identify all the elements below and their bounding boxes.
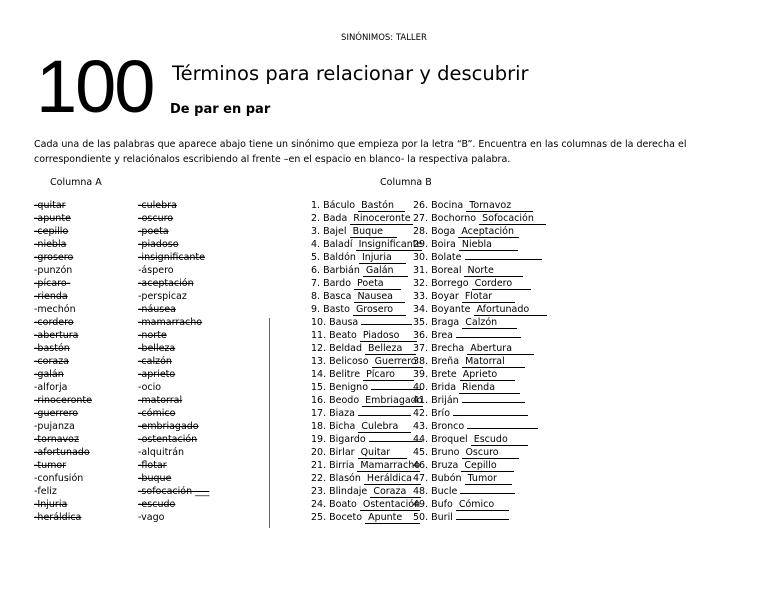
column-b-term: 35. Braga: [413, 317, 463, 328]
column-b-answer-blank[interactable]: Matorral: [462, 356, 525, 368]
column-a-word: -tornavoz: [34, 434, 79, 445]
column-b-item: [311, 291, 405, 303]
column-a-word: -guerrero: [34, 408, 79, 419]
column-b-term: 9. Basto: [311, 304, 353, 315]
column-b-answer-blank[interactable]: Nausea: [354, 291, 405, 303]
column-a-word: -ocio: [138, 382, 162, 393]
column-b-answer-blank[interactable]: Culebra: [358, 421, 411, 433]
column-b-item: [311, 486, 421, 498]
column-b-item: [413, 421, 538, 433]
column-b-term: 19. Bigardo: [311, 434, 369, 445]
column-b-item: [311, 382, 422, 394]
column-b-answer-blank[interactable]: [361, 324, 412, 325]
column-a-word: -mechón: [34, 304, 76, 315]
column-b-term: 5. Baldón: [311, 252, 359, 263]
column-b-item: [311, 304, 406, 316]
column-b-term: 41. Briján: [413, 395, 462, 406]
column-b-term: 1. Báculo: [311, 200, 359, 211]
column-b-item: [413, 265, 523, 277]
column-b-answer-blank[interactable]: Cordero: [472, 278, 531, 290]
column-b-term: 25. Boceto: [311, 512, 366, 523]
column-b-item: [413, 460, 514, 472]
column-b-item: [413, 317, 517, 329]
column-b-item: [413, 291, 515, 303]
column-b-term: 26. Bocina: [413, 200, 467, 211]
column-b-term: 42. Brío: [413, 408, 454, 419]
column-b-term: 15. Benigno: [311, 382, 372, 393]
column-b-term: 20. Birlar: [311, 447, 358, 458]
column-a-word: -piadoso: [138, 239, 179, 250]
column-a-word: -heráldica: [34, 512, 82, 523]
column-b-answer-blank[interactable]: Piadoso: [360, 330, 417, 342]
column-b-term: 34. Boyante: [413, 304, 474, 315]
column-b-item: [413, 213, 546, 225]
column-b-answer-blank[interactable]: [453, 415, 528, 416]
column-b-answer-blank[interactable]: Rinoceronte: [350, 213, 413, 225]
column-b-answer-blank[interactable]: [465, 259, 542, 260]
column-b-answer-blank[interactable]: Injuria: [359, 252, 406, 264]
column-a-word: -grosero: [34, 252, 74, 263]
column-a-word: -flotar: [138, 460, 167, 471]
column-b-item: [413, 239, 518, 251]
column-b-item: [311, 447, 407, 459]
column-b-item: [413, 252, 542, 264]
column-b-item: [311, 395, 423, 407]
column-a-word: -sofocación ___: [138, 486, 210, 497]
column-b-answer-blank[interactable]: Calzón: [462, 317, 517, 329]
column-a-word: -galán: [34, 369, 64, 380]
column-b-answer-blank[interactable]: [456, 337, 521, 338]
column-a-word: -rinoceronte: [34, 395, 92, 406]
column-b-answer-blank[interactable]: [467, 428, 538, 429]
column-b-term: 24. Boato: [311, 499, 360, 510]
column-b-term: 23. Blindaje: [311, 486, 371, 497]
column-a-word: -calzón: [138, 356, 172, 367]
column-b-answer-blank[interactable]: Abertura: [467, 343, 534, 355]
column-b-term: 2. Bada: [311, 213, 351, 224]
column-b-term: 45. Bruno: [413, 447, 463, 458]
column-b-answer-blank[interactable]: [462, 402, 525, 403]
column-a-word: -oscuro: [138, 213, 174, 224]
column-b-answer-blank[interactable]: Cómico: [456, 499, 509, 511]
column-b-answer-blank[interactable]: Rienda: [459, 382, 520, 394]
column-b-term: 37. Brecha: [413, 343, 468, 354]
column-b-term: 28. Boga: [413, 226, 459, 237]
column-b-answer-blank[interactable]: Poeta: [354, 278, 401, 290]
big-number-title: 100: [36, 45, 154, 128]
column-b-term: 13. Belicoso: [311, 356, 372, 367]
column-b-answer-blank[interactable]: Bastón: [358, 200, 405, 212]
column-b-answer-blank[interactable]: Grosero: [353, 304, 406, 316]
column-b-term: 39. Brete: [413, 369, 460, 380]
column-b-item: [413, 512, 509, 524]
column-b-answer-blank[interactable]: Buque: [350, 226, 397, 238]
column-b-item: [413, 434, 528, 446]
column-b-term: 46. Bruza: [413, 460, 462, 471]
column-b-item: [413, 356, 525, 368]
column-a-word: -perspicaz: [138, 291, 187, 302]
column-b-item: [311, 499, 420, 511]
column-b-item: [413, 447, 519, 459]
column-a-word: -abertura: [34, 330, 79, 341]
column-b-answer-blank[interactable]: [460, 493, 515, 494]
column-b-item: [311, 473, 421, 485]
column-b-answer-blank[interactable]: Belleza: [365, 343, 416, 355]
column-b-item: [311, 434, 422, 446]
column-a-header: Columna A: [50, 177, 102, 188]
column-b-item: [413, 278, 531, 290]
column-a-word: -aprieto: [138, 369, 176, 380]
column-b-item: [311, 369, 414, 381]
column-b-answer-blank[interactable]: Niebla: [459, 239, 518, 251]
column-b-term: 47. Bubón: [413, 473, 465, 484]
column-b-item: [413, 499, 509, 511]
column-b-term: 27. Bochorno: [413, 213, 480, 224]
column-b-term: 16. Beodo: [311, 395, 363, 406]
column-b-answer-blank[interactable]: Apunte: [365, 512, 420, 524]
column-a-word: -buque: [138, 473, 172, 484]
column-b-item: [413, 382, 520, 394]
column-a-word: -bastón: [34, 343, 70, 354]
column-b-term: 22. Blasón: [311, 473, 364, 484]
column-b-item: [311, 330, 417, 342]
column-b-term: 49. Bufo: [413, 499, 456, 510]
column-b-item: [311, 512, 420, 524]
column-b-term: 12. Beldad: [311, 343, 366, 354]
column-b-term: 7. Bardo: [311, 278, 355, 289]
column-b-term: 14. Belitre: [311, 369, 364, 380]
column-b-term: 6. Barbián: [311, 265, 363, 276]
column-b-term: 29. Boira: [413, 239, 459, 250]
column-b-item: [311, 213, 413, 225]
column-a-word: -áspero: [138, 265, 174, 276]
column-b-item: [311, 343, 416, 355]
column-a-word: -alforja: [34, 382, 68, 393]
column-b-term: 36. Brea: [413, 330, 457, 341]
column-a-word: -ostentación: [138, 434, 198, 445]
main-title: Términos para relacionar y descubrir: [172, 62, 529, 85]
column-b-answer-blank[interactable]: Embriagado: [362, 395, 422, 407]
column-b-item: [413, 473, 512, 485]
column-a-word: -cordero: [34, 317, 74, 328]
column-b-answer-blank[interactable]: Ostentación: [360, 499, 420, 511]
column-b-answer-blank[interactable]: Guerrero: [372, 356, 423, 368]
column-b-answer-blank[interactable]: Norte: [464, 265, 523, 277]
column-b-answer-blank[interactable]: Pícaro: [363, 369, 414, 381]
column-a-word: -apunte: [34, 213, 71, 224]
column-a-word: -pujanza: [34, 421, 75, 432]
column-b-item: [413, 369, 515, 381]
column-a-word: -náusea: [138, 304, 176, 315]
column-b-item: [413, 200, 533, 212]
column-a-word: -norte: [138, 330, 167, 341]
column-b-term: 3. Bajel: [311, 226, 350, 237]
column-a-word: -mamarracho: [138, 317, 203, 328]
column-b-term: 48. Bucle: [413, 486, 461, 497]
column-b-term: 17. Biaza: [311, 408, 358, 419]
column-b-answer-blank[interactable]: Escudo: [471, 434, 528, 446]
column-b-item: [311, 226, 397, 238]
column-a-word: -punzón: [34, 265, 73, 276]
column-b-item: [413, 304, 547, 316]
column-b-item: [413, 226, 519, 238]
column-b-term: 33. Boyar: [413, 291, 462, 302]
column-b-item: [311, 408, 411, 420]
column-b-answer-blank[interactable]: Flotar: [462, 291, 515, 303]
column-b-answer-blank[interactable]: Tumor: [465, 473, 512, 485]
column-a-word: -quitar: [34, 200, 66, 211]
column-b-item: [413, 330, 521, 342]
column-a-word: -embriagado: [138, 421, 199, 432]
column-a-word: -afortunado: [34, 447, 90, 458]
column-b-term: 44. Broquel: [413, 434, 471, 445]
column-b-item: [311, 317, 412, 329]
column-a-word: -confusión: [34, 473, 84, 484]
column-b-answer-blank[interactable]: Heráldica: [364, 473, 421, 485]
column-b-answer-blank[interactable]: Coraza: [370, 486, 421, 498]
column-a-word: -tumor: [34, 460, 67, 471]
column-a-word: -Injuria: [34, 499, 68, 510]
column-b-term: 38. Breña: [413, 356, 463, 367]
column-a-word: -matorral: [138, 395, 183, 406]
column-b-item: [413, 408, 528, 420]
column-b-answer-blank[interactable]: Aceptación: [458, 226, 519, 238]
column-b-answer-blank[interactable]: Insignificante: [356, 239, 423, 251]
column-b-item: [311, 278, 401, 290]
column-a-word: -rienda: [34, 291, 68, 302]
column-b-answer-blank[interactable]: Sofocación: [479, 213, 546, 225]
column-b-answer-blank[interactable]: Aprieto: [460, 369, 515, 381]
sub-title: De par en par: [170, 102, 271, 117]
column-b-term: 8. Basca: [311, 291, 355, 302]
column-a-word: -feliz: [34, 486, 57, 497]
column-a-word: -culebra: [138, 200, 177, 211]
column-a-word: -vago: [138, 512, 165, 523]
column-a-word: -escudo: [138, 499, 176, 510]
column-a-word: -cepillo: [34, 226, 69, 237]
column-b-answer-blank[interactable]: Quitar: [358, 447, 407, 459]
column-b-item: [311, 421, 411, 433]
column-b-item: [311, 265, 408, 277]
column-b-item: [413, 343, 534, 355]
column-a-word: -belleza: [138, 343, 176, 354]
column-b-term: 18. Bicha: [311, 421, 359, 432]
column-a-word: -pícaro-: [34, 278, 71, 289]
column-b-item: [413, 395, 525, 407]
column-b-item: [413, 486, 515, 498]
divider-line: [269, 318, 270, 528]
column-b-term: 32. Borrego: [413, 278, 472, 289]
column-b-term: 4. Baladí: [311, 239, 356, 250]
column-b-item: [311, 356, 423, 368]
column-b-term: 40. Brida: [413, 382, 460, 393]
column-b-item: [311, 252, 406, 264]
column-b-term: 50. Buril: [413, 512, 456, 523]
column-b-header: Columna B: [380, 177, 432, 188]
instructions-paragraph: Cada una de las palabras que aparece abajo tiene un sinónimo que empieza por la letra “B”. Encuentra en las columnas de la derecha el correspondiente y relaciónalos escribiendo al frente –en el espacio en blanco- la respectiva palabra.: [34, 139, 687, 165]
column-b-answer-blank[interactable]: Cepillo: [461, 460, 514, 472]
column-b-term: 10. Bausa: [311, 317, 362, 328]
column-b-answer-blank[interactable]: Tornavoz: [466, 200, 533, 212]
column-b-term: 31. Boreal: [413, 265, 465, 276]
column-b-answer-blank[interactable]: Afortunado: [474, 304, 547, 316]
column-a-word: -niebla: [34, 239, 67, 250]
column-b-term: 11. Beato: [311, 330, 360, 341]
column-a-word: -coraza: [34, 356, 69, 367]
column-b-answer-blank[interactable]: Oscuro: [462, 447, 519, 459]
column-b-answer-blank[interactable]: [456, 519, 509, 520]
column-a-word: -cómico: [138, 408, 176, 419]
column-b-answer-blank[interactable]: [358, 415, 411, 416]
column-b-item: [311, 239, 422, 251]
column-b-answer-blank[interactable]: Mamarracho: [357, 460, 420, 472]
column-a-word: -insignificante: [138, 252, 205, 263]
column-b-term: 43. Bronco: [413, 421, 468, 432]
column-a-word: -alquitrán: [138, 447, 185, 458]
column-b-answer-blank[interactable]: Galán: [363, 265, 408, 277]
column-b-term: 21. Birria: [311, 460, 358, 471]
column-b-item: [311, 200, 405, 212]
column-a-word: -poeta: [138, 226, 169, 237]
page-top-title: SINÓNIMOS: TALLER: [341, 33, 427, 43]
column-b-item: [311, 460, 420, 472]
column-b-term: 30. Bolate: [413, 252, 465, 263]
column-a-word: -aceptación: [138, 278, 194, 289]
